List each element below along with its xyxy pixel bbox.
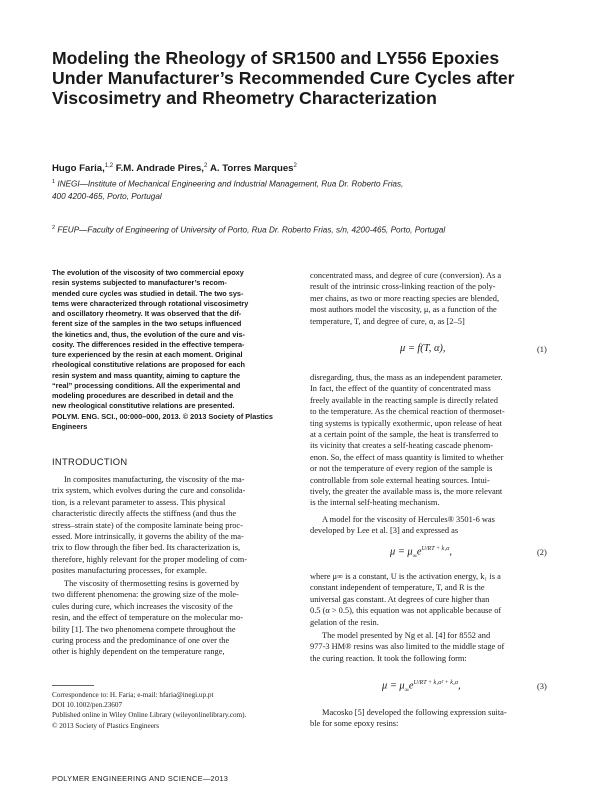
body-line: bility [1]. The two phenomena compete throughout the: [52, 624, 236, 634]
body-line: controllable from sole external heating sources. Intui-: [310, 475, 490, 485]
body-line: tively, the greater the available mass is, the more relevant: [310, 487, 503, 497]
equation-number: (3): [537, 682, 547, 691]
body-line: therefore, highly relevant for the proper modeling of com-: [52, 554, 248, 564]
equation-number: (2): [537, 548, 547, 557]
body-line: the curing reaction. It took the following form:: [310, 653, 467, 663]
right-block-5: [310, 630, 550, 664]
abstract-line: The evolution of the viscosity of two commercial epoxy: [52, 268, 244, 277]
affiliation-1: [52, 176, 562, 204]
abstract-line: cosity. The differences resided in the effective tempera-: [52, 339, 245, 349]
body-line: temperature, T, and degree of cure, α, as [2–5]: [310, 316, 465, 326]
author-affil-mark: 1,2: [104, 163, 114, 169]
body-line: or not the temperature of every region of the sample is: [310, 464, 493, 474]
abstract-line: new rheological constitutive relations are presented.: [52, 401, 235, 411]
body-line: curing process and the predominance of one over the: [52, 636, 230, 646]
body-line: concentrated mass, and degree of cure (conversion). As a: [310, 271, 502, 280]
body-line: resin, and the effect of temperature on the molecular mo-: [52, 613, 243, 623]
page-footer: POLYMER ENGINEERING AND SCIENCE—2013: [52, 774, 229, 783]
body-line: universal gas constant. At degrees of cure higher than: [310, 594, 490, 604]
abstract-line: mended cure cycles was studied in detail. The two sys-: [52, 288, 244, 298]
abstract-line: resin systems subjected to manufacturer’s recom-: [52, 278, 227, 288]
affiliation-line: 400 4200-465, Porto, Portugal: [52, 192, 162, 202]
abstract-line: rheological constitutive relations are proposed for each: [52, 360, 246, 370]
body-line: trix to flow through the fiber bed. Its characterization is,: [52, 543, 241, 553]
abstract-line: Engineers: [52, 421, 88, 431]
abstract-line: “real” processing conditions. All the experimental and: [52, 380, 241, 390]
author-name: Hugo Faria,: [52, 163, 105, 175]
abstract-line: the kinetics and, thus, the evolution of the cure and vis-: [52, 329, 245, 339]
equation-3: $\mu = \mu_\infty e^{U/RT + k_1\alpha^2 + k_2\alpha}$,: [382, 680, 461, 694]
title-line: Modeling the Rheology of SR1500 and LY556 Epoxies: [52, 48, 500, 68]
affiliation-mark: 1: [52, 179, 56, 185]
title-line: Viscosimetry and Rheometry Characterization: [52, 88, 437, 108]
affiliation-text: INEGI—Institute of Mechanical Engineering and Industrial Management, Rua Dr. Roberto Frias,: [57, 179, 404, 189]
author-name: A. Torres Marques: [209, 163, 294, 175]
copyright-line: © 2013 Society of Plastics Engineers: [52, 721, 160, 730]
body-line: most authors model the viscosity, μ, as a function of the: [310, 305, 497, 315]
intro-paragraph-2: [52, 578, 292, 658]
abstract-line: POLYM. ENG. SCI., 00:000–000, 2013. © 2013 Society of Plastics: [52, 411, 273, 421]
body-line: disregarding, thus, the mass as an independent parameter.: [310, 373, 503, 382]
article-title: [52, 48, 562, 108]
author-name: F.M. Andrade Pires,: [115, 163, 204, 175]
right-block-3: [310, 514, 550, 537]
body-line: Macosko [5] developed the following expression suita-: [322, 708, 507, 717]
abstract-line: resin system and mass quantity, aiming to capture the: [52, 370, 241, 380]
body-line: The viscosity of thermosetting resins is governed by: [64, 579, 240, 588]
published-line: Published online in Wiley Online Library (wileyonlinelibrary.com).: [52, 711, 247, 720]
right-block-1: [310, 270, 550, 327]
body-line: ble for some epoxy resins:: [310, 719, 399, 729]
body-line: A model for the viscosity of Hercules® 3501-6 was: [322, 515, 495, 524]
affiliation-mark: 2: [52, 225, 56, 231]
title-line: Under Manufacturer’s Recommended Cure Cycles after: [52, 68, 515, 88]
body-line: trix system, which evolves during the cure and consolida-: [52, 486, 246, 496]
equation-2: $\mu = \mu_\infty e^{U/RT + k_1\alpha}$,: [390, 546, 452, 560]
abstract-line: ture experienced by the resin at each moment. Original: [52, 350, 243, 359]
body-line: constant independent of temperature, T, and R is the: [310, 583, 485, 593]
abstract-line: and oscillatory rheometry. It was observed that the dif-: [52, 309, 242, 318]
affiliation-2: [52, 222, 562, 237]
body-line: characteristic directly affects the stiffness (and thus the: [52, 509, 237, 519]
equation-1: μ = f(T, α),: [400, 343, 446, 354]
author-affil-mark: 2: [203, 163, 208, 169]
body-line: result of the intrinsic cross-linking reaction of the poly-: [310, 282, 496, 292]
section-heading: INTRODUCTION: [52, 456, 128, 467]
body-line: is the internal self-heating mechanism.: [310, 498, 440, 508]
body-line: stress–strain state) of the composite laminate being proc-: [52, 520, 243, 530]
abstract: [52, 268, 292, 432]
body-line: developed by Lee et al. [3] and expressed as: [310, 526, 459, 536]
body-line: 977-3 HM® resins was also limited to the middle stage of: [310, 642, 505, 652]
body-line: cules during cure, which increases the viscosity of the: [52, 601, 233, 611]
body-line: posites manufacturing processes, for example.: [52, 566, 207, 576]
abstract-line: tems were characterized through rotational viscosimetry: [52, 298, 249, 308]
abstract-line: modeling procedures are described in detail and the: [52, 391, 234, 400]
body-line: In composites manufacturing, the viscosity of the ma-: [64, 475, 245, 484]
body-line: other is highly dependent on the temperature range,: [52, 647, 225, 657]
body-line: 0.5 (α > 0.5), this equation was not applicable because of: [310, 606, 502, 616]
body-line: essed. More intrinsically, it governs the ability of the ma-: [52, 532, 244, 542]
body-line: where μ∞ is a constant, U is the activation energy, k₁ is a: [310, 572, 501, 581]
footnote-rule: [52, 685, 94, 686]
right-block-2: [310, 372, 550, 509]
body-line: The model presented by Ng et al. [4] for 8552 and: [322, 631, 491, 640]
intro-paragraph-1: [52, 474, 292, 577]
author-affil-mark: 2: [293, 163, 297, 169]
body-line: gelation of the resin.: [310, 617, 379, 627]
body-line: tion, is a relevant parameter to assess. This physical: [52, 497, 226, 507]
body-line: In fact, the effect of the quantity of concentrated mass: [310, 384, 491, 394]
right-block-6: [310, 707, 550, 730]
affiliation-line: [52, 176, 562, 191]
body-line: mer chains, as two or more reacting species are blended,: [310, 293, 500, 303]
body-line: at a certain point of the sample, the heat is transferred to: [310, 430, 499, 440]
affiliation-line: [52, 222, 562, 237]
right-block-4: [310, 571, 550, 628]
body-line: to the temperature. As the chemical reaction of thermoset-: [310, 407, 505, 417]
equation-number: (1): [537, 345, 547, 354]
footnote: [52, 690, 292, 731]
body-line: two different phenomena: the growing size of the mole-: [52, 590, 239, 600]
doi-line: DOI 10.1002/pen.23607: [52, 701, 123, 710]
abstract-line: ferent size of the samples in the two setups influenced: [52, 319, 242, 329]
author-list: [52, 163, 562, 174]
correspondence-line: Correspondence to: H. Faria; e-mail: hfaria@inegi.up.pt: [52, 691, 214, 699]
body-line: its vicinity that creates a self-heating cascade phenom-: [310, 441, 494, 451]
body-line: freely available in the reacting sample is directly related: [310, 395, 498, 405]
affiliation-text: FEUP—Faculty of Engineering of University of Porto, Rua Dr. Roberto Frias, s/n, 4200-465, Porto, Portugal: [57, 225, 446, 235]
body-line: ting systems is typically exothermic, upon release of heat: [310, 418, 502, 428]
body-line: enon. So, the effect of mass quantity is limited to whether: [310, 452, 504, 462]
